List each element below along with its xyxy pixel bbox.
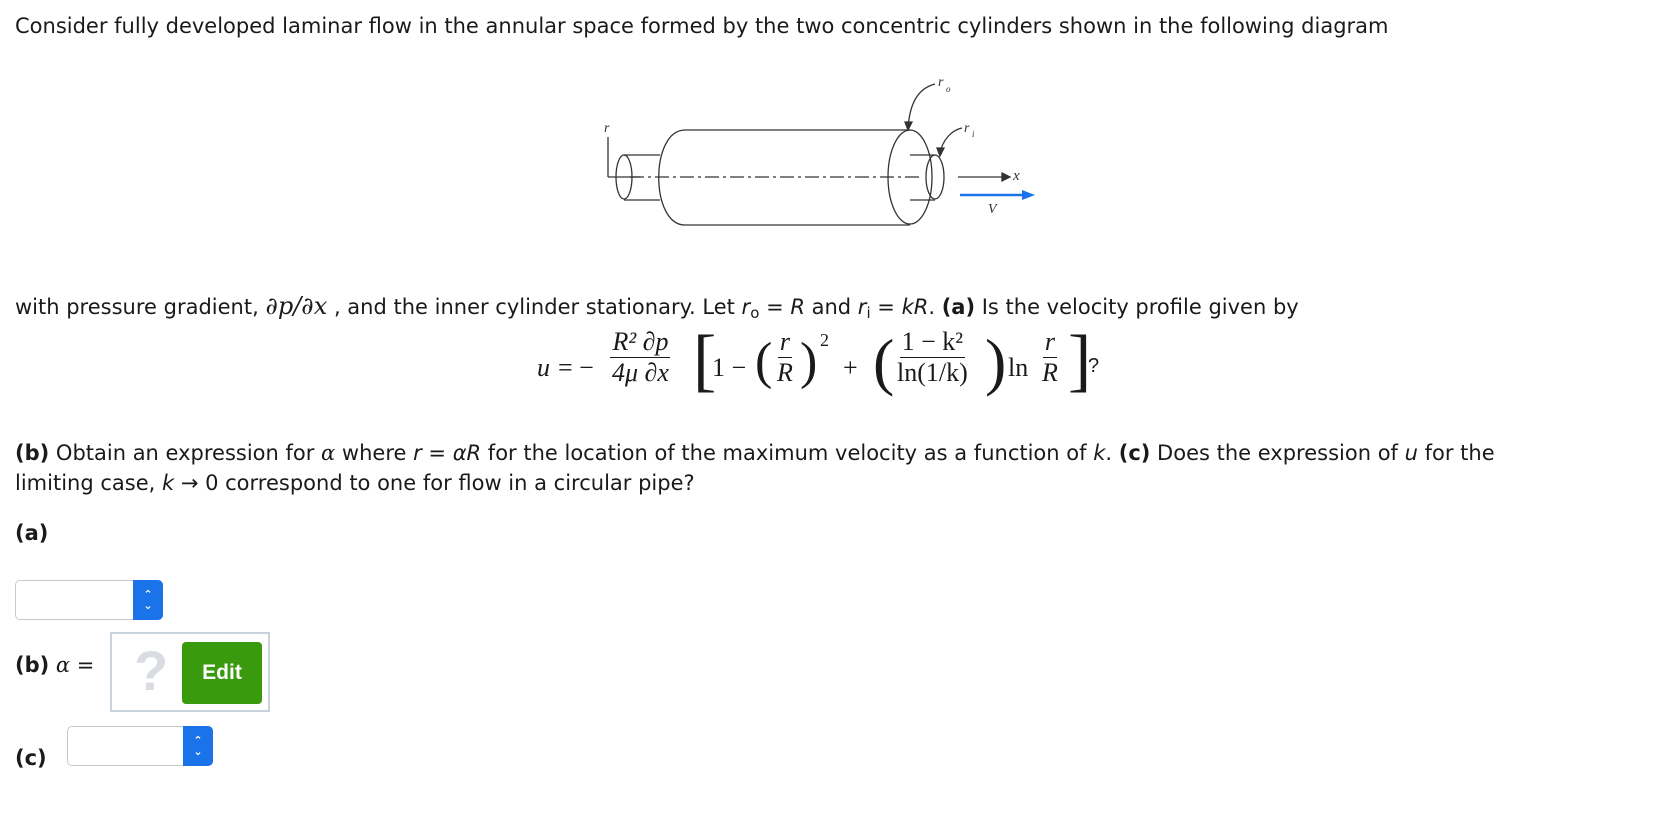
label-ro: r [938, 75, 944, 90]
question-placeholder: ? [134, 639, 169, 702]
fraction-k: $\frac{\text{1 − k²}}{\ln(1/k)}$ [897, 327, 968, 387]
fraction-r2-dp: $\frac{\text{R² ∂p}}{4\mu \partial x}$ [612, 327, 669, 387]
label-ro-sub: o [946, 84, 951, 94]
label-V: V [988, 202, 997, 217]
label-ri: r [964, 121, 970, 136]
answer-b-label: (b) α = [15, 653, 95, 677]
velocity-equation: u = − $\frac{\text{R² ∂p}}{4\mu \partial x}$ [ 1 − ( $\frac{r}{R}$ ) 2 + ( $\frac{\text{1 − k²}}{\ln(1/k)}$ ) ln $\frac{r}{R}$ ] ? [537, 322, 1100, 399]
answer-c-select[interactable] [67, 726, 213, 766]
answer-a-label: (a) [15, 521, 49, 545]
label-ri-sub: i [972, 129, 975, 139]
label-x: x [1013, 168, 1020, 184]
answer-a-select[interactable] [15, 580, 163, 620]
fraction-r-R-2: $\frac{r}{R}$ [1042, 327, 1058, 387]
pressure-gradient: ∂p/∂x [265, 292, 328, 320]
label-r: r [604, 121, 610, 136]
intro-text: Consider fully developed laminar flow in the annular space formed by the two concentric cylinders shown in the following diagram [15, 14, 1389, 38]
annulus-diagram [590, 70, 1050, 240]
problem-line-c: limiting case, k → 0 correspond to one for flow in a circular pipe? [15, 471, 695, 495]
problem-line-2: with pressure gradient, ∂p/∂x , and the inner cylinder stationary. Let $r_o = R$ and $r_i$ = kR. (a) Is the velocity profile given by [15, 292, 1299, 322]
answer-c-label: (c) [15, 746, 47, 770]
chevron-up-down-icon[interactable]: ⌃ ⌄ [183, 726, 213, 766]
chevron-up-down-icon[interactable]: ⌃ ⌄ [133, 580, 163, 620]
edit-button[interactable]: Edit [182, 642, 262, 704]
fraction-r-R: $\frac{r}{R}$ [777, 327, 793, 387]
answer-b-box[interactable] [110, 632, 270, 712]
problem-line-b: (b) Obtain an expression for α where r = αR for the location of the maximum velocity as a function of k. (c) Does the expression of u for the [15, 441, 1495, 465]
